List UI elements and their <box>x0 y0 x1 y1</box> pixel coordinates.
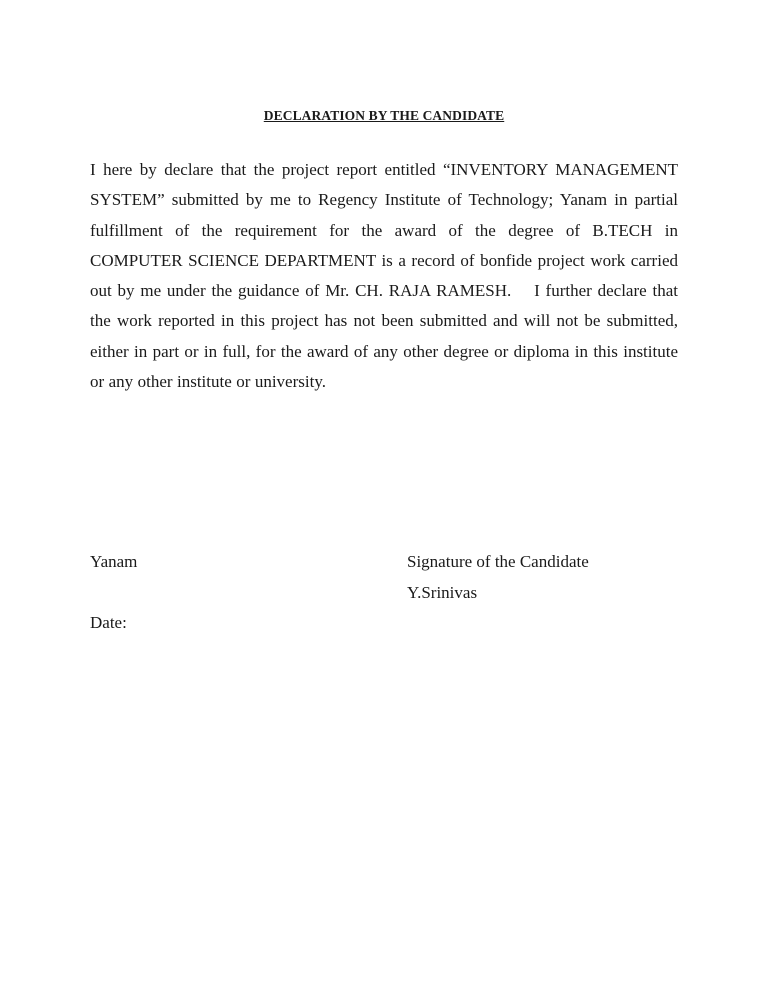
place-text: Yanam <box>90 552 138 571</box>
date-label: Date: <box>90 613 127 632</box>
candidate-name: Y.Srinivas <box>407 583 478 602</box>
declaration-paragraph: I here by declare that the project report entitled “INVENTORY MANAGEMENT SYSTEM” submitted by me to Regency Institute of Technology; Yanam in partial fulfillment of the requirement for the award of the degree of B.TECH in COMPUTER SCIENCE DEPARTMENT is a record of bonfide project work carried out by me under the guidance of Mr. CH. RAJA RAMESH. I further declare that the work reported in this project has not been submitted and will not be submitted, either in part or in full, for the award of any other degree or diploma in this institute or any other institute or university. <box>90 160 678 392</box>
page-title: DECLARATION BY THE CANDIDATE <box>263 108 505 123</box>
signature-label: Signature of the Candidate <box>407 552 589 571</box>
